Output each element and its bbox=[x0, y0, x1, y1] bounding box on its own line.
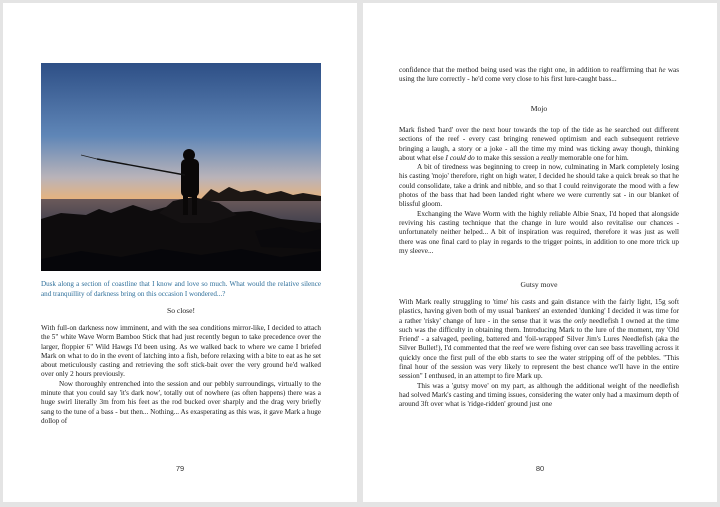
gutsy-body-text bbox=[399, 298, 679, 410]
paragraph: Now thoroughly entrenched into the session and our pebbly surroundings, virtually to the minute that you could say 'it's dark now', totally out of nowhere (as often happens) there was a huge swirl literally 3m from his feet as the rod bucked over sharply and the drag very briefly sang to the tune of a bass - but then... Nothing... As exasperating as this was, it gave Mark a huge dollop of bbox=[41, 379, 321, 425]
paragraph bbox=[399, 66, 679, 85]
paragraph: Exchanging the Wave Worm with the highly reliable Albie Snax, I'd hoped that alongside reviving his casting technique that the change in lure would also revitalise our chances - unfortunately neither helped... A bit of inspiration was required, therefore it was just as well there was one final card to play in regards to the trigger points, in addition to one more trick up my sleeve... bbox=[399, 209, 679, 255]
text-run: Mark fished 'hard' over the next hour towards the top of the tide as he searched out different sections of the reef - every cast bringing renewed optimism and each subsequent retrieve bringing a laugh, a story or a joke - all the time my mind was ticking away though, thinking about what else bbox=[399, 126, 679, 162]
paragraph: A bit of tiredness was beginning to creep in now, culminating in Mark completely losing his casting 'mojo' therefore, right on high water, I decided he should take a quick break so that he could consolidate, take a drink and nibble, and so that I could reinvigorate the mood with a few photos of the bass that had been landed right where we were currently sat - in our blanket of blissful gloom. bbox=[399, 163, 679, 209]
left-page bbox=[3, 3, 357, 502]
text-run: With Mark really struggling to 'time' his casts and gain distance with the fairly light, 15g soft plastics, having given both of my usual 'bankers' an extended 'dunking' I decided it was time for a rather 'risky' change of lure - in the sense that it was the bbox=[399, 298, 679, 325]
mojo-body-text bbox=[399, 126, 679, 256]
paragraph bbox=[399, 126, 679, 163]
page-number: 79 bbox=[175, 464, 185, 473]
photo-graphic bbox=[41, 63, 321, 271]
text-run: needlefish I owned at the time such was the difficulty in obtaining them. Introducing Mark to the lure of the moment, my 'Old Friend' - a salvaged, peeling, battered and 'foil-wrapped' Silver Jim's Lures Needlefish (aka the Silver Bullet!), I'd commented that the reef we were fishing over can see bass travelling across it quickly once the first pull of the ebb starts to see the water stripping off of the pebbles. "This final hour of the session was very likely to represent the best chance we'll have in the entire session" I enthused, in an attempt to fire Mark up. bbox=[399, 316, 679, 381]
sunset-angler-photo bbox=[41, 63, 321, 271]
text-run: was using the lure correctly - he'd come very close to his first lure-caught bass... bbox=[399, 66, 680, 84]
section-heading-mojo: Mojo bbox=[530, 104, 548, 113]
section-heading-gutsy-move: Gutsy move bbox=[520, 280, 558, 289]
right-page bbox=[363, 3, 717, 502]
emphasis: really bbox=[540, 153, 558, 162]
continued-paragraph bbox=[399, 66, 679, 85]
section-heading-so-close: So close! bbox=[166, 306, 196, 315]
text-run: confidence that the method being used was the right one, in addition to reaffirming that bbox=[399, 66, 659, 74]
paragraph: With full-on darkness now imminent, and with the sea conditions mirror-like, I decided to attach the 5" white Wave Worm Bamboo Stick that had just recently begun to take precedence over the larger, floppier 6" Wild Hawgs I'd been using. As we walked back to where we came I briefed Mark on what to do in the event of latching into a fish, before relaxing with a bite to eat as he set about meticulously casting and retrieving the soft stick-bait over the very ground he'd walked over only 2 hours previously. bbox=[41, 324, 321, 379]
emphasis: only bbox=[574, 316, 587, 325]
text-run: to make this session a bbox=[474, 153, 541, 162]
photo-caption: Dusk along a section of coastline that I know and love so much. What would the relative silence and tranquillity of darkness bring on this occasion I wondered...? bbox=[41, 280, 321, 298]
emphasis: I could do bbox=[445, 153, 475, 162]
page-number: 80 bbox=[535, 464, 545, 473]
emphasis: he bbox=[658, 66, 666, 74]
paragraph bbox=[399, 298, 679, 382]
text-run: memorable one for him. bbox=[557, 153, 629, 162]
left-body-text bbox=[41, 324, 321, 426]
paragraph: This was a 'gutsy move' on my part, as although the additional weight of the needlefish had solved Mark's casting and timing issues, considering the water only had a maximum depth of around 3ft over what is 'ridge-ridden' ground just one bbox=[399, 381, 679, 409]
